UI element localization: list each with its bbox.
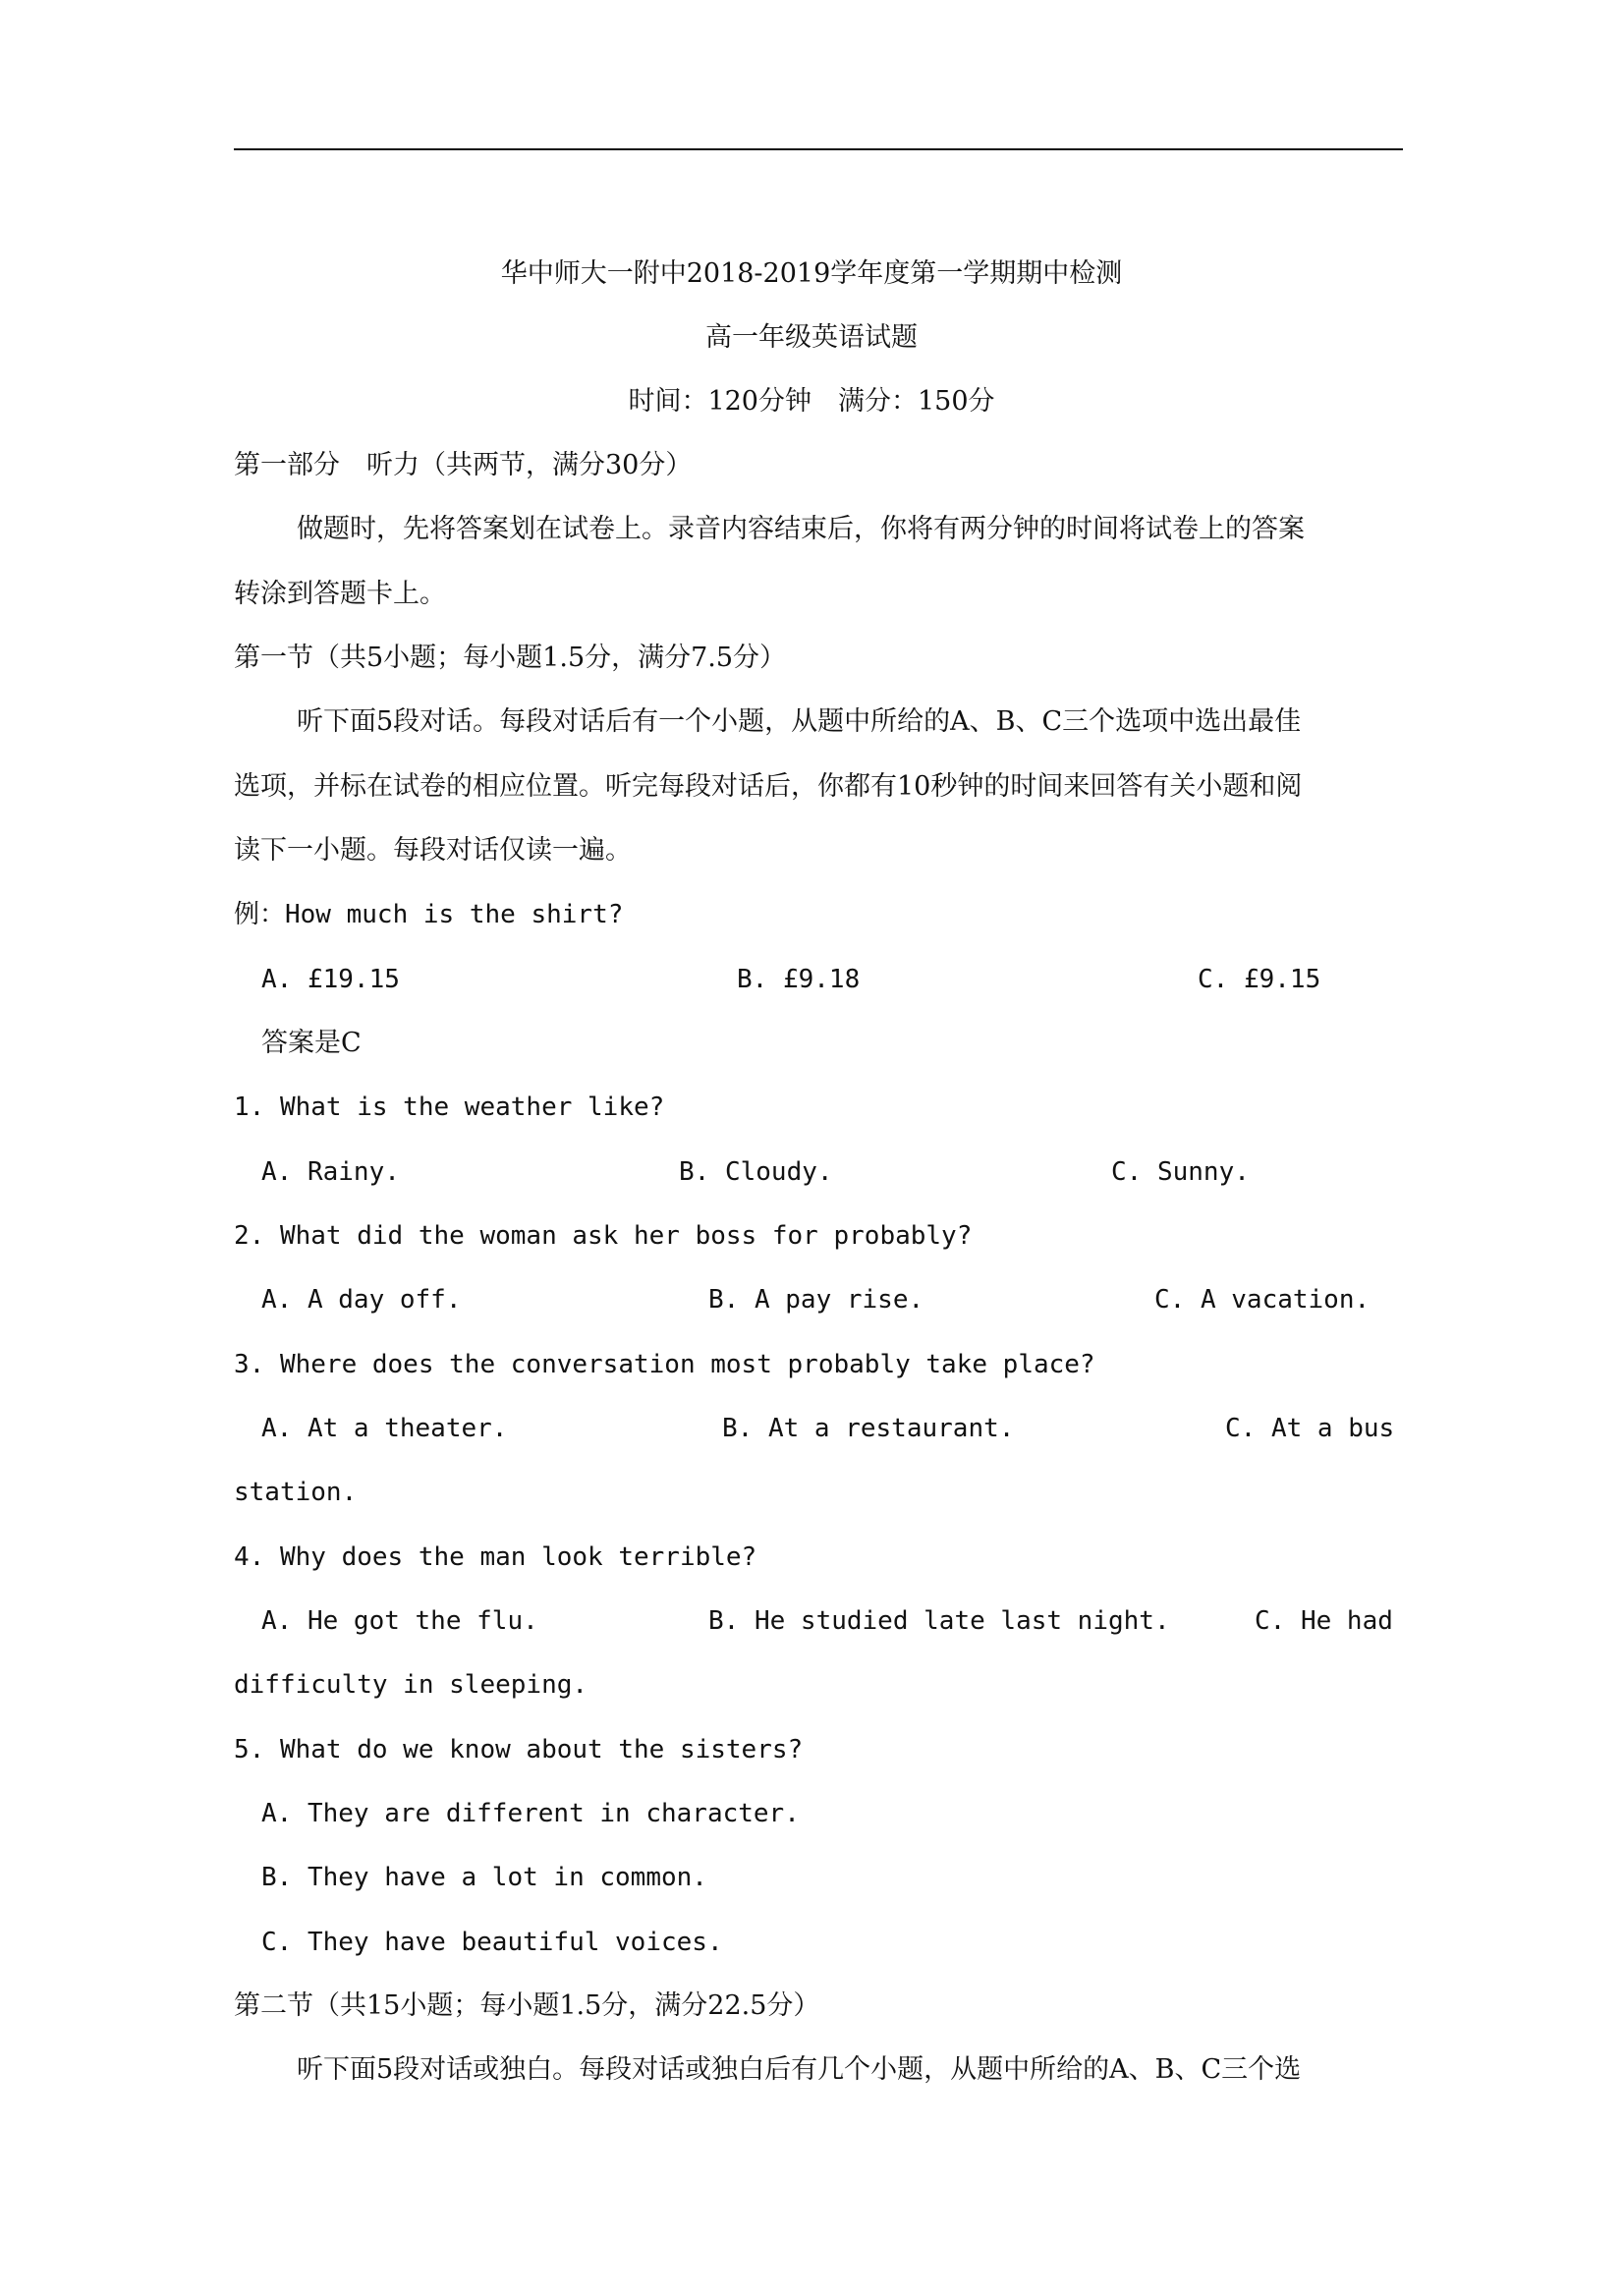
example-option-a: A. £19.15 <box>261 965 400 994</box>
question-3-option-c: C. At a bus <box>1225 1414 1395 1443</box>
question-4-option-c: C. He had <box>1255 1606 1393 1636</box>
part1-intro-line1: 做题时，先将答案划在试卷上。录音内容结束后，你将有两分钟的时间将试卷上的答案 <box>297 514 1305 544</box>
question-4-option-c-cont: difficulty in sleeping. <box>234 1670 588 1700</box>
question-4-option-b: B. He studied late last night. <box>708 1606 1170 1636</box>
exam-title: 华中师大一附中2018-2019学年度第一学期期中检测 <box>500 258 1123 289</box>
section1-instr-line2: 选项，并标在试卷的相应位置。听完每段对话后，你都有10秒钟的时间来回答有关小题和阅 <box>234 771 1303 802</box>
part1-intro-line2: 转涂到答题卡上。 <box>234 579 446 609</box>
question-5-option-b: B. They have a lot in common. <box>261 1863 707 1892</box>
part1-heading: 第一部分 听力（共两节，满分30分） <box>234 450 693 480</box>
question-5-option-c: C. They have beautiful voices. <box>261 1928 723 1957</box>
question-1-option-a: A. Rainy. <box>261 1157 400 1187</box>
question-4-option-a: A. He got the flu. <box>261 1606 538 1636</box>
question-5-stem: 5. What do we know about the sisters? <box>234 1735 804 1764</box>
question-3-option-a: A. At a theater. <box>261 1414 508 1443</box>
question-3-stem: 3. Where does the conversation most probably take place? <box>234 1350 1095 1379</box>
question-5-option-a: A. They are different in character. <box>261 1799 800 1828</box>
question-2-option-b: B. A pay rise. <box>708 1285 924 1315</box>
question-2-option-c: C. A vacation. <box>1154 1285 1371 1315</box>
question-3-option-c-cont: station. <box>234 1478 358 1507</box>
question-4-stem: 4. Why does the man look terrible? <box>234 1542 757 1572</box>
exam-subtitle: 高一年级英语试题 <box>705 322 918 353</box>
section2-heading: 第二节（共15小题；每小题1.5分，满分22.5分） <box>234 1990 820 2021</box>
section2-instr-line1: 听下面5段对话或独白。每段对话或独白后有几个小题，从题中所给的A、B、C三个选 <box>297 2054 1302 2085</box>
question-3-option-b: B. At a restaurant. <box>722 1414 1015 1443</box>
question-2-option-a: A. A day off. <box>261 1285 462 1315</box>
question-1-stem: 1. What is the weather like? <box>234 1092 665 1122</box>
section1-instr-line1: 听下面5段对话。每段对话后有一个小题，从题中所给的A、B、C三个选项中选出最佳 <box>297 706 1302 737</box>
exam-meta: 时间：120分钟 满分：150分 <box>628 386 995 417</box>
question-2-stem: 2. What did the woman ask her boss for probably? <box>234 1221 973 1251</box>
question-1-option-c: C. Sunny. <box>1111 1157 1250 1187</box>
section1-instr-line3: 读下一小题。每段对话仅读一遍。 <box>234 835 632 866</box>
header-rule <box>234 148 1403 150</box>
example-option-b: B. £9.18 <box>737 965 861 994</box>
question-1-option-b: B. Cloudy. <box>679 1157 833 1187</box>
example-question: 例：How much is the shirt? <box>234 900 624 929</box>
section1-heading: 第一节（共5小题；每小题1.5分，满分7.5分） <box>234 643 787 673</box>
example-option-c: C. £9.15 <box>1198 965 1321 994</box>
example-answer: 答案是C <box>261 1028 362 1058</box>
